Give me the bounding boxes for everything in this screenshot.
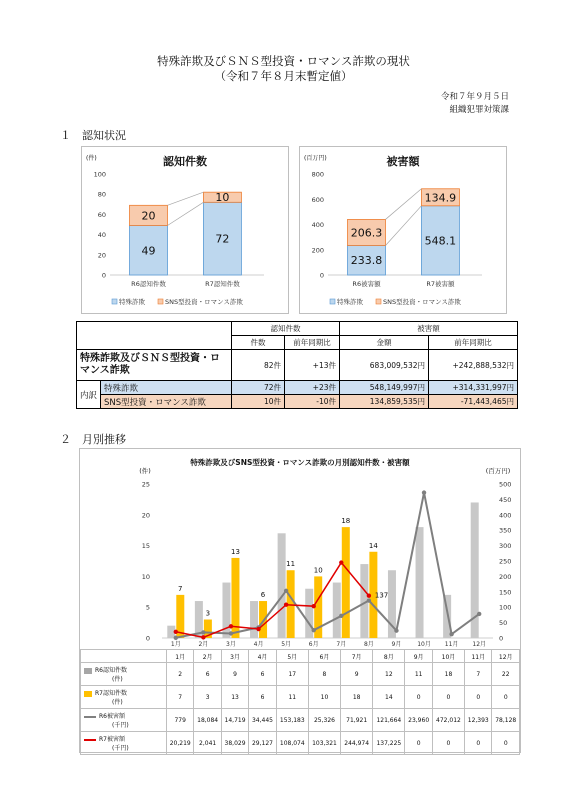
count-ytick: 60 — [97, 210, 106, 219]
monthly-table-cell: 6 — [249, 663, 276, 686]
summary-sns-yoy: -10件 — [285, 395, 340, 409]
monthly-table-cell: 103,321 — [308, 732, 340, 755]
damage-fraud-label: 548.1 — [424, 234, 457, 248]
summary-sns-row — [77, 395, 518, 409]
monthly-r6-count-bar — [333, 583, 341, 638]
monthly-right-tick: 50 — [499, 619, 508, 628]
count-chart-title: 認知件数 — [163, 155, 207, 168]
damage-ytick: 0 — [319, 271, 324, 280]
count-ytick: 100 — [93, 170, 106, 179]
summary-fraud-label: 特殊詐欺 — [101, 381, 232, 395]
monthly-r6-damage-point — [339, 614, 343, 618]
monthly-r7-damage-label: 137 — [374, 591, 389, 600]
monthly-table-cell: 71,921 — [341, 709, 373, 732]
monthly-table-month: 3月 — [221, 650, 248, 663]
monthly-table-cell: 11 — [405, 663, 432, 686]
monthly-r7-count-bar — [259, 601, 267, 638]
summary-sns-cases: 10件 — [232, 395, 285, 409]
monthly-right-tick: 500 — [499, 480, 512, 489]
document-department: 組織犯罪対策課 — [449, 105, 509, 115]
monthly-table-cell: 779 — [167, 709, 194, 732]
damage-ytick: 200 — [311, 246, 324, 255]
count-chart-panel — [81, 146, 289, 314]
monthly-r7-damage-point — [312, 604, 316, 608]
monthly-r7-bar-label: 10 — [313, 566, 323, 575]
monthly-legend-swatch — [84, 668, 92, 674]
monthly-r6-damage-line — [176, 493, 479, 638]
monthly-table-cell: 7 — [167, 686, 194, 709]
monthly-r6-damage-point — [449, 632, 453, 636]
count-ytick: 40 — [97, 231, 106, 240]
monthly-xtick: 7月 — [336, 641, 347, 648]
monthly-table-cell: 9 — [221, 663, 248, 686]
monthly-left-tick: 10 — [141, 572, 150, 581]
monthly-r7-bar-label: 11 — [286, 560, 296, 569]
monthly-row-label-text: R7認知件数 — [95, 690, 127, 697]
summary-table — [76, 321, 518, 409]
monthly-r7-damage-point — [367, 594, 371, 598]
monthly-table-cell: 0 — [432, 686, 464, 709]
monthly-table-row — [81, 686, 520, 709]
damage-chart-panel — [299, 146, 507, 314]
monthly-table-cell: 8 — [308, 663, 340, 686]
summary-fraud-amount-yoy: +314,331,997円 — [429, 381, 518, 395]
summary-total-label: 特殊詐欺及びＳＮＳ型投資・ロマンス詐欺 — [77, 350, 232, 381]
monthly-right-tick: 400 — [499, 511, 512, 520]
monthly-xtick: 2月 — [198, 641, 209, 648]
monthly-xtick: 4月 — [253, 641, 264, 648]
monthly-right-tick: 250 — [499, 557, 512, 566]
damage-xtick: R7被害額 — [426, 280, 455, 288]
damage-connector — [386, 189, 422, 220]
monthly-table-month: 2月 — [194, 650, 221, 663]
damage-sns-label: 134.9 — [424, 191, 457, 205]
damage-ytick: 800 — [311, 170, 324, 179]
monthly-r6-damage-point — [422, 490, 426, 494]
monthly-table-cell: 0 — [432, 732, 464, 755]
monthly-table-cell: 153,183 — [276, 709, 308, 732]
summary-sns-label: SNS型投資・ロマンス詐欺 — [101, 395, 232, 409]
damage-legend-fraud-swatch — [330, 299, 335, 304]
damage-fraud-label: 233.8 — [350, 254, 383, 268]
summary-sns-amount: 134,859,535円 — [340, 395, 429, 409]
monthly-right-unit: (百万円) — [485, 467, 511, 475]
monthly-table-month: 4月 — [249, 650, 276, 663]
monthly-right-tick: 350 — [499, 526, 512, 535]
damage-chart-title: 被害額 — [386, 155, 420, 168]
monthly-row-unit-text: (千円) — [112, 722, 129, 729]
count-chart — [82, 147, 288, 313]
monthly-table-corner — [81, 650, 167, 663]
damage-legend-fraud: 特殊詐欺 — [337, 298, 363, 306]
monthly-left-tick: 15 — [141, 542, 150, 551]
monthly-r6-damage-point — [394, 628, 398, 632]
monthly-table-cell: 137,225 — [373, 732, 405, 755]
monthly-r7-bar-label: 14 — [368, 541, 378, 550]
monthly-r7-bar-label: 13 — [230, 547, 240, 556]
monthly-r6-damage-point — [229, 631, 233, 635]
monthly-r7-bar-label: 6 — [260, 591, 266, 600]
monthly-r7-damage-point — [229, 624, 233, 628]
monthly-table-row-label — [81, 732, 167, 755]
summary-fraud-yoy: +23件 — [285, 381, 340, 395]
monthly-legend-swatch — [84, 739, 96, 741]
section-1-heading: １ 認知状況 — [60, 129, 126, 142]
document-title: 特殊詐欺及びＳＮＳ型投資・ロマンス詐欺の現状 — [157, 54, 410, 68]
summary-header-row — [77, 322, 518, 336]
monthly-table-cell: 18,084 — [194, 709, 221, 732]
monthly-r7-damage-point — [256, 627, 260, 631]
monthly-table-month: 7月 — [341, 650, 373, 663]
monthly-table-month: 5月 — [276, 650, 308, 663]
monthly-table-month: 9月 — [405, 650, 432, 663]
monthly-r7-damage-point — [339, 560, 343, 564]
monthly-table-cell: 0 — [465, 732, 492, 755]
monthly-r7-bar-label: 3 — [205, 609, 211, 618]
monthly-r6-count-bar — [278, 533, 286, 638]
monthly-table-row — [81, 663, 520, 686]
damage-chart — [300, 147, 506, 313]
monthly-r7-bar-label: 18 — [341, 517, 351, 526]
monthly-table-cell: 38,029 — [221, 732, 248, 755]
monthly-table-row — [81, 732, 520, 755]
document-date: 令和７年９月５日 — [440, 92, 509, 102]
summary-fraud-amount: 548,149,997円 — [340, 381, 429, 395]
monthly-table-cell: 34,445 — [249, 709, 276, 732]
monthly-table-month: 10月 — [432, 650, 464, 663]
count-connector — [168, 192, 204, 205]
monthly-chart — [80, 449, 520, 649]
count-xtick: R6認知件数 — [131, 280, 166, 288]
summary-sns-amount-yoy: -71,443,465円 — [429, 395, 518, 409]
monthly-r6-damage-point — [367, 598, 371, 602]
monthly-r6-damage-point — [312, 628, 316, 632]
monthly-r7-damage-point — [284, 603, 288, 607]
monthly-table-cell: 18 — [341, 686, 373, 709]
monthly-data-table — [80, 649, 520, 755]
damage-connector — [386, 206, 422, 246]
count-fraud-label: 72 — [215, 232, 230, 246]
monthly-xtick: 3月 — [226, 641, 236, 648]
monthly-xtick: 1月 — [170, 641, 181, 648]
summary-corner-cell — [77, 322, 232, 350]
count-ytick: 80 — [97, 190, 106, 199]
monthly-table-cell: 121,664 — [373, 709, 405, 732]
monthly-table-cell: 20,219 — [167, 732, 194, 755]
monthly-right-tick: 200 — [499, 572, 512, 581]
monthly-table-cell: 244,974 — [341, 732, 373, 755]
monthly-table-cell: 12 — [373, 663, 405, 686]
monthly-table-cell: 6 — [249, 686, 276, 709]
monthly-table-cell: 0 — [492, 732, 520, 755]
monthly-table-cell: 108,074 — [276, 732, 308, 755]
damage-xtick: R6被害額 — [352, 280, 381, 288]
monthly-table-row-label — [81, 709, 167, 732]
summary-total-yoy: +13件 — [285, 350, 340, 381]
monthly-row-label-text: R6認知件数 — [95, 667, 127, 674]
monthly-table-cell: 0 — [405, 686, 432, 709]
summary-total-amount: 683,009,532円 — [340, 350, 429, 381]
monthly-r7-damage-point — [201, 635, 205, 639]
monthly-xtick: 10月 — [417, 641, 431, 648]
monthly-xtick: 6月 — [308, 641, 319, 648]
count-ytick: 0 — [101, 271, 106, 280]
monthly-r7-count-bar — [342, 527, 350, 638]
count-ytick: 20 — [97, 251, 106, 260]
monthly-table-cell: 2,041 — [194, 732, 221, 755]
monthly-table-month: 12月 — [492, 650, 520, 663]
monthly-table-cell: 9 — [341, 663, 373, 686]
monthly-r6-damage-point — [201, 630, 205, 634]
summary-breakdown-label: 内訳 — [77, 381, 101, 409]
summary-header-amount: 金額 — [340, 336, 429, 350]
monthly-table-cell: 11 — [276, 686, 308, 709]
monthly-table-cell: 6 — [194, 663, 221, 686]
monthly-r7-damage-point — [174, 630, 178, 634]
count-xtick: R7認知件数 — [205, 280, 240, 288]
monthly-table-cell: 25,326 — [308, 709, 340, 732]
monthly-table-cell: 18 — [432, 663, 464, 686]
monthly-xtick: 12月 — [472, 641, 487, 648]
count-sns-label: 20 — [141, 209, 156, 223]
monthly-table-cell: 0 — [492, 686, 520, 709]
monthly-legend-swatch — [84, 691, 92, 697]
count-legend-fraud: 特殊詐欺 — [119, 298, 145, 306]
monthly-r6-count-bar — [250, 601, 258, 638]
monthly-right-tick: 450 — [499, 495, 512, 504]
summary-total-amount-yoy: +242,888,532円 — [429, 350, 518, 381]
monthly-left-tick: 0 — [145, 634, 150, 643]
monthly-row-label-text: R6被害額 — [99, 713, 125, 720]
count-legend-sns: SNS型投資・ロマンス詐欺 — [165, 298, 243, 306]
monthly-r6-damage-point — [477, 612, 481, 616]
monthly-right-tick: 150 — [499, 588, 512, 597]
monthly-r6-count-bar — [416, 527, 424, 638]
damage-sns-label: 206.3 — [350, 226, 383, 240]
monthly-table-cell: 0 — [465, 686, 492, 709]
monthly-left-unit: (件) — [139, 467, 151, 475]
count-sns-label: 10 — [215, 191, 230, 205]
monthly-table-cell: 472,012 — [432, 709, 464, 732]
summary-header-yoy2: 前年同期比 — [429, 336, 518, 350]
monthly-table-cell: 2 — [167, 663, 194, 686]
monthly-table-cell: 22 — [492, 663, 520, 686]
monthly-right-tick: 300 — [499, 542, 512, 551]
monthly-right-tick: 0 — [499, 634, 504, 643]
monthly-row-unit-text: (千円) — [112, 745, 129, 752]
damage-legend-sns-swatch — [376, 299, 381, 304]
monthly-xtick: 9月 — [391, 641, 402, 648]
summary-header-damage: 被害額 — [340, 322, 518, 336]
damage-ytick: 600 — [311, 195, 324, 204]
monthly-right-tick: 100 — [499, 603, 512, 612]
monthly-table-row-label — [81, 663, 167, 686]
monthly-legend-swatch — [84, 716, 96, 718]
monthly-xtick: 5月 — [281, 641, 292, 648]
summary-header-count: 認知件数 — [232, 322, 340, 336]
monthly-table-cell: 10 — [308, 686, 340, 709]
section-2-heading: ２ 月別推移 — [60, 433, 126, 446]
monthly-table-cell: 13 — [221, 686, 248, 709]
summary-header-yoy: 前年同期比 — [285, 336, 340, 350]
monthly-table-month: 1月 — [167, 650, 194, 663]
summary-fraud-row — [77, 381, 518, 395]
monthly-table-row — [81, 709, 520, 732]
monthly-left-tick: 20 — [141, 511, 150, 520]
monthly-table-cell: 3 — [194, 686, 221, 709]
monthly-table-month: 6月 — [308, 650, 340, 663]
monthly-table-cell: 0 — [405, 732, 432, 755]
damage-legend-sns: SNS型投資・ロマンス詐欺 — [383, 298, 461, 306]
document-subtitle: （令和７年８月末暫定値） — [214, 69, 353, 83]
count-legend-sns-swatch — [158, 299, 163, 304]
monthly-r6-damage-point — [284, 589, 288, 593]
summary-total-row — [77, 350, 518, 381]
monthly-table-cell: 14 — [373, 686, 405, 709]
monthly-xtick: 8月 — [363, 641, 374, 648]
monthly-row-unit-text: (件) — [112, 699, 123, 706]
monthly-left-tick: 25 — [141, 480, 150, 489]
monthly-table-cell: 14,719 — [221, 709, 248, 732]
damage-chart-unit: (百万円) — [304, 155, 327, 162]
monthly-left-tick: 5 — [145, 603, 150, 612]
monthly-table-row-label — [81, 686, 167, 709]
summary-total-cases: 82件 — [232, 350, 285, 381]
damage-ytick: 400 — [311, 221, 324, 229]
count-legend-fraud-swatch — [112, 299, 117, 304]
monthly-xtick: 11月 — [444, 641, 459, 648]
monthly-table-cell: 29,127 — [249, 732, 276, 755]
monthly-chart-panel — [79, 448, 521, 753]
monthly-r7-bar-label: 7 — [178, 584, 183, 593]
summary-header-cases: 件数 — [232, 336, 285, 350]
monthly-table-header — [81, 650, 520, 663]
count-connector — [168, 202, 204, 225]
monthly-chart-title: 特殊詐欺及びSNS型投資・ロマンス詐欺の月別認知件数・被害額 — [190, 458, 410, 467]
monthly-table-month: 11月 — [465, 650, 492, 663]
monthly-table-cell: 12,393 — [465, 709, 492, 732]
monthly-table-cell: 78,128 — [492, 709, 520, 732]
monthly-r6-damage-point — [174, 636, 178, 640]
monthly-table-cell: 23,960 — [405, 709, 432, 732]
count-chart-unit: (件) — [86, 155, 97, 162]
monthly-table-cell: 17 — [276, 663, 308, 686]
monthly-row-label-text: R7被害額 — [99, 736, 125, 743]
summary-fraud-cases: 72件 — [232, 381, 285, 395]
count-fraud-label: 49 — [141, 244, 156, 258]
monthly-table-cell: 7 — [465, 663, 492, 686]
monthly-table-month: 8月 — [373, 650, 405, 663]
monthly-row-unit-text: (件) — [112, 676, 123, 683]
